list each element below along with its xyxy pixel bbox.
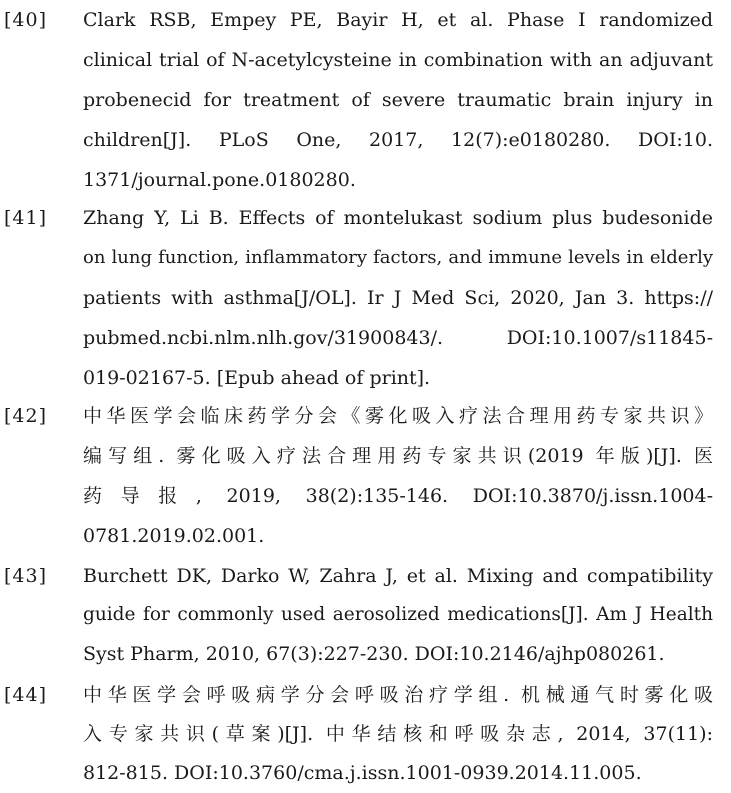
reference-text-line: 中华医学会呼吸病学分会呼吸治疗学组. 机械通气时雾化吸 xyxy=(83,684,713,706)
reference-text-line: Zhang Y, Li B. Effects of montelukast sodium plus budesonide xyxy=(83,207,713,229)
reference-text-line: pubmed.ncbi.nlm.nlh.gov/31900843/. DOI:10.1007/s11845- xyxy=(83,327,713,349)
reference-text-line: children[J]. PLoS One, 2017, 12(7):e0180280. DOI:10. xyxy=(83,129,713,151)
reference-number: [42] xyxy=(4,405,48,427)
reference-text-line: 中华医学会临床药学分会《雾化吸入疗法合理用药专家共识》 xyxy=(83,405,713,427)
reference-text-line: 812-815. DOI:10.3760/cma.j.issn.1001-0939.2014.11.005. xyxy=(83,762,642,784)
reference-text-line: 1371/journal.pone.0180280. xyxy=(83,169,356,191)
reference-text-line: guide for commonly used aerosolized medications[J]. Am J Health xyxy=(83,604,713,625)
reference-number: [41] xyxy=(4,207,48,229)
reference-number: [44] xyxy=(4,684,48,706)
reference-text-line: Burchett DK, Darko W, Zahra J, et al. Mixing and compatibility xyxy=(83,565,713,587)
reference-text-line: clinical trial of N-acetylcysteine in combination with an adjuvant xyxy=(83,49,713,71)
reference-text-line: on lung function, inflammatory factors, and immune levels in elderly xyxy=(83,247,713,268)
reference-text-line: 编写组. 雾化吸入疗法合理用药专家共识(2019 年版)[J]. 医 xyxy=(83,445,713,467)
reference-text-line: 0781.2019.02.001. xyxy=(83,525,265,547)
reference-text-line: patients with asthma[J/OL]. Ir J Med Sci, 2020, Jan 3. https:// xyxy=(83,287,713,309)
reference-text-line: 019-02167-5. [Epub ahead of print]. xyxy=(83,367,431,389)
reference-text-line: probenecid for treatment of severe traumatic brain injury in xyxy=(83,89,713,111)
reference-text-line: Syst Pharm, 2010, 67(3):227-230. DOI:10.2146/ajhp080261. xyxy=(83,643,665,665)
reference-text-line: 入专家共识(草案)[J]. 中华结核和呼吸杂志, 2014, 37(11): xyxy=(83,723,713,745)
reference-text-line: Clark RSB, Empey PE, Bayir H, et al. Phase I randomized xyxy=(83,9,713,31)
reference-text-line: 药导报, 2019, 38(2):135-146. DOI:10.3870/j.issn.1004- xyxy=(83,485,713,507)
reference-number: [43] xyxy=(4,565,48,587)
reference-number: [40] xyxy=(4,9,48,31)
